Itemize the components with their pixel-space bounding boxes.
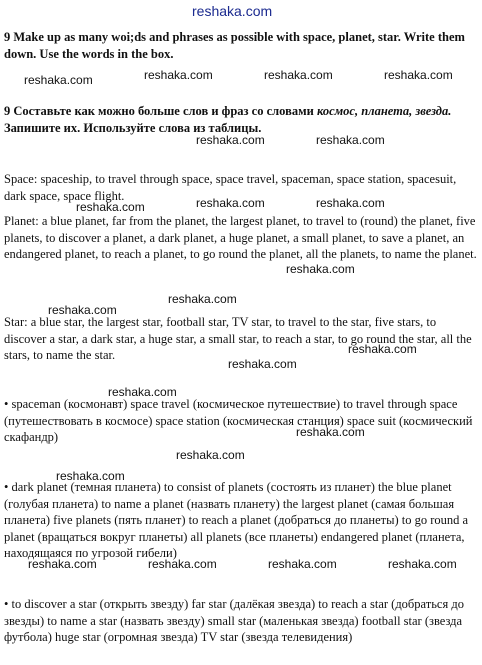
watermark: reshaka.com	[76, 200, 145, 214]
watermark: reshaka.com	[144, 68, 213, 82]
watermark: reshaka.com	[24, 73, 93, 87]
watermark: reshaka.com	[148, 557, 217, 571]
watermark: reshaka.com	[316, 133, 385, 147]
watermark: reshaka.com	[176, 448, 245, 462]
watermark: reshaka.com	[348, 342, 417, 356]
watermark: reshaka.com	[228, 357, 297, 371]
watermark: reshaka.com	[56, 469, 125, 483]
planet-answer: Planet: a blue planet, far from the planet, the largest planet, to travel to (round) the planet, five planets, to discover a planet, a dark planet, a huge planet, a small planet, to save a planet, an endangered planet, to reach a planet, to go round the planet, all the planets, to name the planet.	[4, 214, 477, 261]
space-answer: Space: spaceship, to travel through space, space travel, spaceman, space station, spacesuit, dark space, space flight.	[4, 172, 457, 203]
watermark: reshaka.com	[388, 557, 457, 571]
watermark: reshaka.com	[196, 196, 265, 210]
translations-star: • to discover a star (открыть звезду) far star (далёкая звезда) to reach a star (добраться до звезды) to name a star (назвать звезду) small star (маленькая звезда) football star (звезда футбола) huge star (огромная звезда) TV star (звезда телевидения)	[4, 597, 464, 644]
watermark: reshaka.com	[168, 292, 237, 306]
star-answer: Star: a blue star, the largest star, football star, TV star, to travel to the star, five stars, to discover a star, a dark star, a huge star, a small star, to reach a star, to go round the star, all the stars, to name the star.	[4, 315, 472, 362]
watermark: reshaka.com	[316, 196, 385, 210]
watermark: reshaka.com	[28, 557, 97, 571]
task-russian	[4, 103, 478, 136]
watermark: reshaka.com	[268, 557, 337, 571]
translations-planet: • dark planet (темная планета) to consist of planets (состоять из планет) the blue planet (голубая планета) to name a planet (назвать планету) the largest planet (самая большая планета) five planets (пять планет) to reach a planet (добраться до планеты) to go round a planet (вращаться вокруг планеты) all planets (все планеты) endangered planet (планета, находящаяся по угрозой гибели)	[4, 480, 469, 560]
watermark: reshaka.com	[296, 425, 365, 439]
watermark: reshaka.com	[384, 68, 453, 82]
task-russian-lead: 9 Составьте как можно больше слов и фраз со словами	[4, 104, 317, 118]
translations-space: • spaceman (космонавт) space travel (космическое путешествие) to travel through space (путешествовать в космосе) space station (космическая станция) space suit (космический скафандр)	[4, 397, 473, 444]
watermark: reshaka.com	[108, 385, 177, 399]
task-russian-words: космос, планета, звезда.	[316, 104, 452, 118]
watermark-top: reshaka.com	[192, 3, 273, 19]
watermark: reshaka.com	[264, 68, 333, 82]
watermark: reshaka.com	[48, 303, 117, 317]
task-russian-tail: Запишите их. Используйте слова из таблицы.	[4, 120, 262, 135]
task-english: 9 Make up as many woi;ds and phrases as possible with space, planet, star. Write them down. Use the words in the box.	[4, 30, 465, 61]
watermark: reshaka.com	[196, 133, 265, 147]
watermark: reshaka.com	[286, 262, 355, 276]
